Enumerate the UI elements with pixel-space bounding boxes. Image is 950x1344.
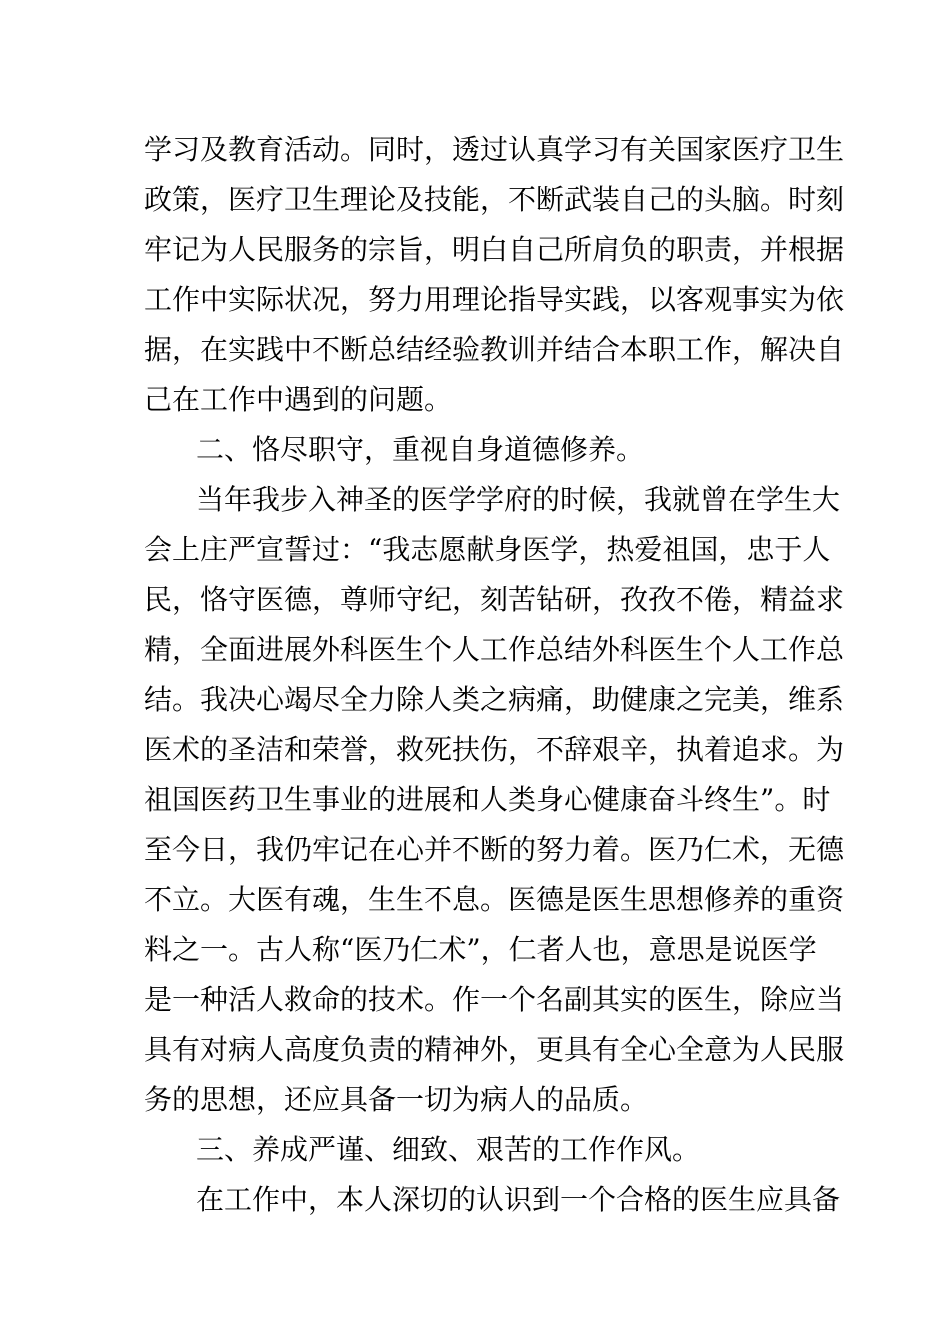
text-line: 结。我决心竭尽全力除人类之病痛，助健康之完美，维系	[144, 683, 845, 716]
text-line: 是一种活人救命的技术。作一个名副其实的医生，除应当	[144, 983, 845, 1016]
text-line: 料之一。古人称“医乃仁术”，仁者人也，意思是说医学	[144, 933, 817, 966]
text-line: 务的思想，还应具备一切为病人的品质。	[144, 1083, 649, 1116]
section-heading: 二、恪尽职守，重视自身道德修养。	[196, 433, 645, 466]
text-line: 学习及教育活动。同时，透过认真学习有关国家医疗卫生	[144, 133, 845, 166]
text-line: 工作中实际状况，努力用理论指导实践，以客观事实为依	[144, 283, 845, 316]
section-heading: 三、养成严谨、细致、艰苦的工作作风。	[196, 1133, 701, 1166]
text-line: 在工作中，本人深切的认识到一个合格的医生应具备	[196, 1183, 841, 1216]
text-line: 医术的圣洁和荣誉，救死扶伤，不辞艰辛，执着追求。为	[144, 733, 845, 766]
text-line: 据，在实践中不断总结经验教训并结合本职工作，解决自	[144, 333, 845, 366]
text-line: 民，恪守医德，尊师守纪，刻苦钻研，孜孜不倦，精益求	[144, 583, 845, 616]
text-line: 精，全面进展外科医生个人工作总结外科医生个人工作总	[144, 633, 845, 666]
text-line: 具有对病人高度负责的精神外，更具有全心全意为人民服	[144, 1033, 845, 1066]
text-line: 当年我步入神圣的医学学府的时候，我就曾在学生大	[196, 483, 841, 516]
text-line: 牢记为人民服务的宗旨，明白自己所肩负的职责，并根据	[144, 233, 845, 266]
text-line: 会上庄严宣誓过：“我志愿献身医学，热爱祖国，忠于人	[144, 533, 831, 566]
text-line: 政策，医疗卫生理论及技能，不断武装自己的头脑。时刻	[144, 183, 845, 216]
text-line: 至今日，我仍牢记在心并不断的努力着。医乃仁术，无德	[144, 833, 845, 866]
text-line: 祖国医药卫生事业的进展和人类身心健康奋斗终生”。时	[144, 783, 831, 816]
text-line: 不立。大医有魂，生生不息。医德是医生思想修养的重资	[144, 883, 845, 916]
text-line: 己在工作中遇到的问题。	[144, 383, 453, 416]
